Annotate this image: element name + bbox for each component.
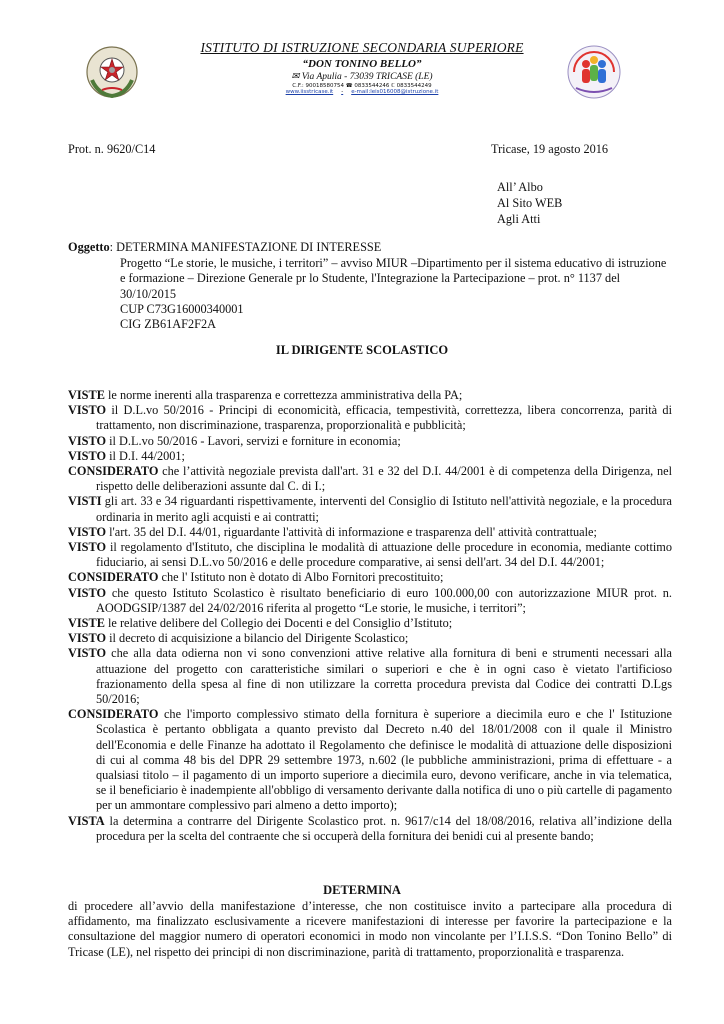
considerations-list bbox=[68, 388, 672, 844]
consideration-text: che l' Istituto non è dotato di Albo Fornitori precostituito; bbox=[158, 570, 444, 585]
consideration-keyword: VISTO bbox=[68, 540, 107, 555]
email-link[interactable]: e-mail:leis016008@istruzione.it bbox=[351, 89, 439, 95]
consideration-text: le norme inerenti alla trasparenza e correttezza amministrativa della PA; bbox=[104, 388, 463, 402]
subject-cig-line: CIG ZB61AF2F2A bbox=[120, 317, 216, 332]
consideration-text: il decreto di acquisizione a bilancio del Dirigente Scolastico; bbox=[106, 631, 409, 646]
consideration-keyword: VISTA bbox=[68, 813, 105, 828]
consideration-text: il regolamento d'Istituto, che disciplina le modalità di attuazione delle procedure in economia, mediante cottimo fiduciario, ai sensi D.L.vo 50/2016 e delle procedure comparative, ai sensi dell'art. 34 del D.I. 44/2001; bbox=[96, 540, 672, 570]
determina-text: di procedere all’avvio della manifestazione d’interesse, che non costituisce invito a partecipare alla procedura di affidamento, ma finalizzato esclusivamente a ricevere manifestazioni di interesse per favorire la partecipazione e la consultazione del maggior numero di operatori economici in modo non vincolante per l’I.I.S.S. “Don Tonino Bello” di Tricase (LE), nel rispetto dei principi di non discriminazione, parità di trattamento, proporzionalità e trasparenza. bbox=[68, 899, 672, 959]
consideration-keyword: VISTO bbox=[68, 631, 107, 646]
consideration-item bbox=[68, 570, 672, 585]
consideration-keyword: VISTO bbox=[68, 646, 107, 661]
consideration-item bbox=[68, 449, 672, 464]
recipient-atti: Agli Atti bbox=[497, 212, 541, 227]
consideration-keyword: VISTO bbox=[68, 403, 107, 418]
consideration-text: che alla data odierna non vi sono convenzioni attive relative alla fornitura di beni e strumenti necessari alla attuazione del progetto con caratteristiche similari o superiori e che è in ogni caso è vietato l'artificioso frazionamento della spesa al fine di non utilizzare la corretta procedura prevista dal Codice dei contratti D.Lgs 50/2016; bbox=[96, 646, 672, 707]
consideration-keyword: VISTI bbox=[68, 494, 102, 509]
consideration-text: il D.L.vo 50/2016 - Principi di economicità, efficacia, tempestività, correttezza, libera concorrenza, parità di trattamento, non discriminazione, trasparenza, proporzionalità e pubblicità; bbox=[96, 403, 672, 433]
recipients-list bbox=[497, 180, 562, 229]
consideration-item bbox=[68, 631, 672, 646]
consideration-text: gli art. 33 e 34 riguardanti rispettivamente, interventi del Consiglio di Istituto nell'attività negoziale, e la procedura ordinaria in merito agli acquisti e ai contratti; bbox=[96, 494, 672, 524]
consideration-item bbox=[68, 707, 672, 813]
consideration-keyword: VISTO bbox=[68, 433, 107, 448]
consideration-keyword: VISTE bbox=[68, 616, 105, 631]
school-name: “DON TONINO BELLO” bbox=[302, 58, 422, 70]
consideration-text: l'art. 35 del D.I. 44/01, riguardante l'attività di informazione e trasparenza dell' attività contrattuale; bbox=[106, 524, 597, 539]
website-link[interactable]: www.iisstricase.it bbox=[285, 89, 334, 95]
consideration-text: le relative delibere del Collegio dei Docenti e del Consiglio d’Istituto; bbox=[104, 616, 453, 631]
protocol-number: Prot. n. 9620/C14 bbox=[68, 142, 156, 156]
place-date: Tricase, 19 agosto 2016 bbox=[491, 142, 609, 156]
consideration-item bbox=[68, 814, 672, 844]
consideration-keyword: CONSIDERATO bbox=[68, 464, 159, 479]
consideration-text: che questo Istituto Scolastico è risultato beneficiario di euro 100.000,00 con autorizzazione MIUR prot. n. AOODGSIP/1387 del 24/02/2016 riferita al progetto “Le storie, le musiche, i territori”; bbox=[96, 585, 672, 615]
institute-title: ISTITUTO DI ISTRUZIONE SECONDARIA SUPERIORE bbox=[200, 40, 524, 55]
consideration-item bbox=[68, 464, 672, 494]
subject-label: Oggetto bbox=[68, 240, 110, 254]
consideration-text: il D.I. 44/2001; bbox=[106, 448, 185, 463]
consideration-item bbox=[68, 616, 672, 631]
consideration-item bbox=[68, 646, 672, 707]
school-address: ✉ Via Apulia - 73039 TRICASE (LE) bbox=[291, 72, 433, 82]
school-header bbox=[150, 40, 574, 95]
subject-title: : DETERMINA MANIFESTAZIONE DI INTERESSE bbox=[109, 240, 382, 254]
consideration-item bbox=[68, 586, 672, 616]
consideration-keyword: VISTO bbox=[68, 524, 107, 539]
consideration-keyword: CONSIDERATO bbox=[68, 570, 159, 585]
consideration-keyword: CONSIDERATO bbox=[68, 707, 159, 722]
consideration-keyword: VISTO bbox=[68, 585, 107, 600]
consideration-item bbox=[68, 388, 672, 403]
subject-cup-line: CUP C73G16000340001 bbox=[120, 301, 244, 316]
consideration-text: il D.L.vo 50/2016 - Lavori, servizi e forniture in economia; bbox=[106, 433, 401, 448]
heading-determina: DETERMINA bbox=[323, 883, 401, 897]
school-links: www.iisstricase.it - e-mail:leis016008@istruzione.it bbox=[285, 89, 439, 95]
consideration-item bbox=[68, 525, 672, 540]
consideration-item bbox=[68, 494, 672, 524]
consideration-item bbox=[68, 434, 672, 449]
consideration-text: che l'importo complessivo stimato della fornitura è superiore a diecimila euro e che l' Istituzione Scolastica è pertanto obbligata a quanto previsto dal Decreto n.40 del 18/01/2008 con il quale il Ministro dell'Economia e delle Finanze ha adottato il Regolamento che definisce le modalità di attuazione delle disposizioni di cui al comma 48 bis del DPR 29 settembre 1973, n.602 (le pubbliche amministrazioni, prima di effettuare - a qualsiasi titolo – il pagamento di un importo superiore a diecimila euro, devono verificare, anche in via telematica, se il beneficiario è inadempiente all'obbligo di versamento derivante dalla notifica di uno o più cartelle di pagamento per un ammontare complessivo pari almeno a detto importo); bbox=[96, 707, 672, 813]
italian-republic-emblem-icon bbox=[84, 44, 140, 100]
school-logo-icon bbox=[566, 44, 622, 100]
subject-block bbox=[68, 240, 668, 332]
consideration-text: che l’attività negoziale prevista dall'art. 31 e 32 del D.I. 44/2001 è di competenza della Dirigenza, nel rispetto delle deliberazioni assunte dal C. di I.; bbox=[96, 464, 672, 494]
consideration-item bbox=[68, 403, 672, 433]
consideration-keyword: VISTO bbox=[68, 448, 107, 463]
recipient-albo: All’ Albo bbox=[497, 180, 543, 194]
school-contacts: C.F.: 90018580754 ☎ 0833544246 ℂ 0833544249 bbox=[292, 83, 432, 89]
heading-dirigente: IL DIRIGENTE SCOLASTICO bbox=[275, 343, 449, 357]
subject-project-line: Progetto “Le storie, le musiche, i territori” – avviso MIUR –Dipartimento per il sistema educativo di istruzione e formazione – Direzione Generale pr lo Studente, l'Integrazione la Partecipazione – prot. n° 1137 del 30/10/2015 bbox=[120, 256, 667, 301]
consideration-text: la determina a contrarre del Dirigente Scolastico prot. n. 9617/c14 del 18/08/2016, relativa all’indizione della procedura per la scelta del contraente che si occuperà della fornitura dei benidi cui al presente bando; bbox=[96, 813, 672, 843]
consideration-item bbox=[68, 540, 672, 570]
recipient-sito-web: Al Sito WEB bbox=[497, 196, 563, 211]
subject-details bbox=[120, 256, 668, 332]
consideration-keyword: VISTE bbox=[68, 388, 105, 402]
